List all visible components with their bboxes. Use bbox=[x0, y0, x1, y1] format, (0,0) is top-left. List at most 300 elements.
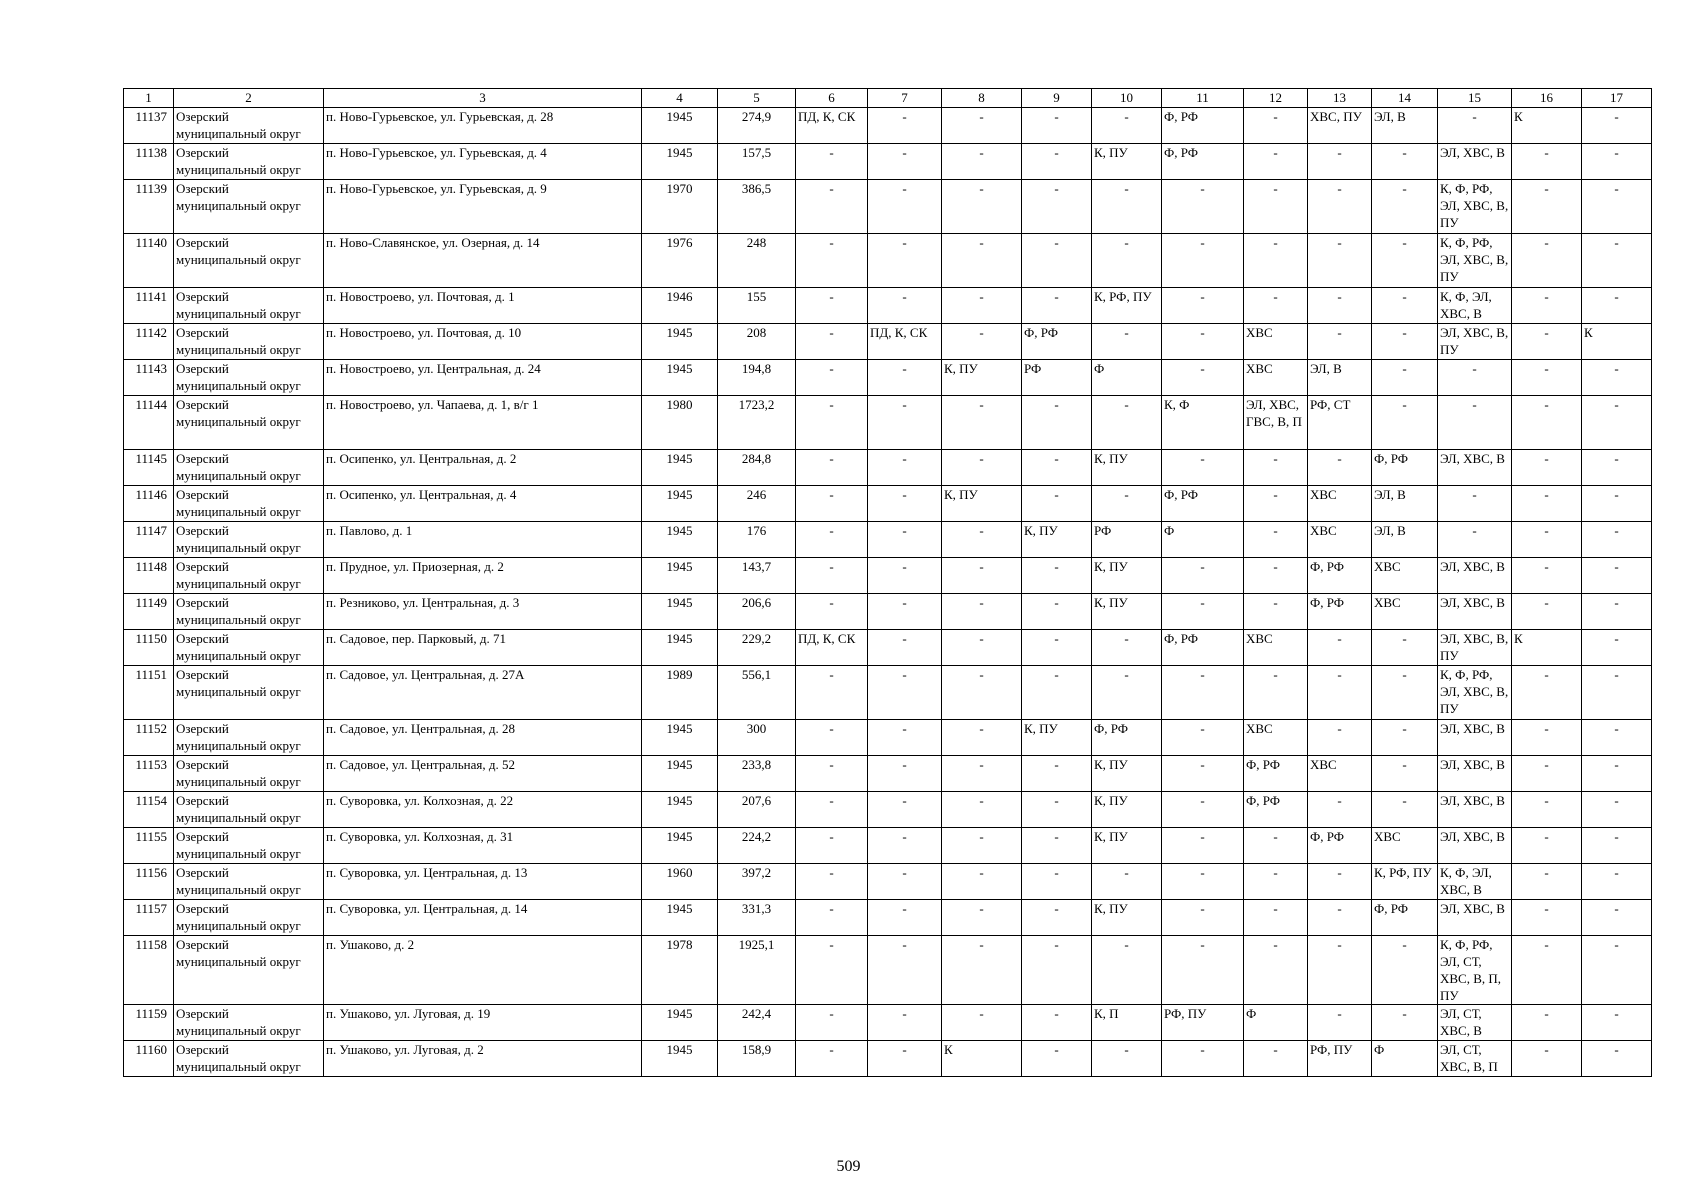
table-cell: - bbox=[796, 720, 868, 756]
table-cell: - bbox=[1022, 144, 1092, 180]
table-cell: ХВС bbox=[1244, 630, 1308, 666]
table-row bbox=[124, 792, 1652, 828]
table-cell: - bbox=[1372, 144, 1438, 180]
table-cell: - bbox=[868, 720, 942, 756]
row-id-cell: 11139 bbox=[124, 180, 174, 234]
table-cell: К, Ф bbox=[1162, 396, 1244, 450]
table-cell: - bbox=[1372, 666, 1438, 720]
table-cell: - bbox=[1244, 234, 1308, 288]
table-cell: К, ПУ bbox=[1022, 522, 1092, 558]
table-cell: - bbox=[1372, 234, 1438, 288]
table-cell: - bbox=[1244, 936, 1308, 1005]
table-cell: - bbox=[1512, 864, 1582, 900]
table-cell: К bbox=[1582, 324, 1652, 360]
table-cell: 1980 bbox=[642, 396, 718, 450]
district-cell: Озерский муниципальный округ bbox=[174, 486, 324, 522]
table-cell: - bbox=[942, 288, 1022, 324]
table-row bbox=[124, 1005, 1652, 1041]
table-cell: 1945 bbox=[642, 756, 718, 792]
column-number-8: 8 bbox=[942, 89, 1022, 108]
row-id-cell: 11160 bbox=[124, 1041, 174, 1077]
table-cell: - bbox=[942, 450, 1022, 486]
table-cell: - bbox=[1438, 522, 1512, 558]
table-cell: - bbox=[1582, 900, 1652, 936]
table-cell: - bbox=[1512, 594, 1582, 630]
address-cell: п. Ушаково, ул. Луговая, д. 19 bbox=[324, 1005, 642, 1041]
table-cell: 233,8 bbox=[718, 756, 796, 792]
address-cell: п. Ново-Гурьевское, ул. Гурьевская, д. 28 bbox=[324, 108, 642, 144]
table-cell: - bbox=[942, 666, 1022, 720]
address-cell: п. Прудное, ул. Приозерная, д. 2 bbox=[324, 558, 642, 594]
column-number-15: 15 bbox=[1438, 89, 1512, 108]
table-cell: - bbox=[1372, 360, 1438, 396]
table-cell: К, ПУ bbox=[1092, 594, 1162, 630]
district-cell: Озерский муниципальный округ bbox=[174, 666, 324, 720]
table-cell: - bbox=[868, 144, 942, 180]
table-cell: 1945 bbox=[642, 1005, 718, 1041]
table-cell: - bbox=[942, 1005, 1022, 1041]
table-cell: 248 bbox=[718, 234, 796, 288]
table-cell: - bbox=[1582, 486, 1652, 522]
table-cell: - bbox=[1092, 396, 1162, 450]
table-row bbox=[124, 720, 1652, 756]
table-cell: - bbox=[1512, 450, 1582, 486]
table-cell: К bbox=[1512, 630, 1582, 666]
district-cell: Озерский муниципальный округ bbox=[174, 144, 324, 180]
table-cell: - bbox=[796, 594, 868, 630]
table-cell: - bbox=[1022, 936, 1092, 1005]
column-number-10: 10 bbox=[1092, 89, 1162, 108]
table-cell: - bbox=[1244, 144, 1308, 180]
table-cell: - bbox=[1022, 234, 1092, 288]
row-id-cell: 11142 bbox=[124, 324, 174, 360]
table-cell: ХВС bbox=[1244, 360, 1308, 396]
table-cell: К, ПУ bbox=[1022, 720, 1092, 756]
address-cell: п. Садовое, пер. Парковый, д. 71 bbox=[324, 630, 642, 666]
table-cell: - bbox=[1162, 1041, 1244, 1077]
table-cell: - bbox=[1308, 720, 1372, 756]
table-cell: РФ, ПУ bbox=[1308, 1041, 1372, 1077]
table-cell: - bbox=[1308, 234, 1372, 288]
address-cell: п. Новостроево, ул. Почтовая, д. 10 bbox=[324, 324, 642, 360]
table-cell: ЭЛ, ХВС, В bbox=[1438, 450, 1512, 486]
column-number-4: 4 bbox=[642, 89, 718, 108]
table-cell: 158,9 bbox=[718, 1041, 796, 1077]
table-cell: 229,2 bbox=[718, 630, 796, 666]
table-cell: - bbox=[1092, 486, 1162, 522]
table-cell: ХВС bbox=[1244, 720, 1308, 756]
table-cell: - bbox=[1438, 108, 1512, 144]
row-id-cell: 11143 bbox=[124, 360, 174, 396]
table-row bbox=[124, 828, 1652, 864]
table-cell: - bbox=[1582, 720, 1652, 756]
table-cell: - bbox=[796, 1041, 868, 1077]
table-cell: - bbox=[796, 522, 868, 558]
table-cell: К, ПУ bbox=[1092, 792, 1162, 828]
district-cell: Озерский муниципальный округ bbox=[174, 756, 324, 792]
table-cell: 300 bbox=[718, 720, 796, 756]
table-cell: - bbox=[1162, 900, 1244, 936]
table-cell: 224,2 bbox=[718, 828, 796, 864]
table-cell: К bbox=[1512, 108, 1582, 144]
table-cell: - bbox=[1512, 900, 1582, 936]
table-row bbox=[124, 108, 1652, 144]
table-cell: - bbox=[1162, 180, 1244, 234]
table-cell: К, Ф, ЭЛ, ХВС, В bbox=[1438, 864, 1512, 900]
table-cell: - bbox=[1582, 558, 1652, 594]
district-cell: Озерский муниципальный округ bbox=[174, 936, 324, 1005]
table-cell: - bbox=[1512, 1005, 1582, 1041]
table-cell: Ф, РФ bbox=[1162, 144, 1244, 180]
table-cell: 1945 bbox=[642, 144, 718, 180]
row-id-cell: 11153 bbox=[124, 756, 174, 792]
table-cell: К bbox=[942, 1041, 1022, 1077]
table-cell: - bbox=[942, 108, 1022, 144]
table-cell: - bbox=[1512, 792, 1582, 828]
table-cell: - bbox=[868, 396, 942, 450]
table-cell: - bbox=[868, 666, 942, 720]
table-cell: 1989 bbox=[642, 666, 718, 720]
table-cell: - bbox=[1022, 180, 1092, 234]
table-cell: - bbox=[942, 828, 1022, 864]
table-cell: - bbox=[1582, 1005, 1652, 1041]
table-cell: - bbox=[1162, 450, 1244, 486]
table-cell: 1723,2 bbox=[718, 396, 796, 450]
table-row bbox=[124, 666, 1652, 720]
address-cell: п. Новостроево, ул. Чапаева, д. 1, в/г 1 bbox=[324, 396, 642, 450]
table-cell: - bbox=[868, 108, 942, 144]
table-cell: - bbox=[1162, 720, 1244, 756]
table-cell: - bbox=[1582, 828, 1652, 864]
table-row bbox=[124, 522, 1652, 558]
table-cell: 1945 bbox=[642, 450, 718, 486]
table-cell: - bbox=[1092, 1041, 1162, 1077]
table-cell: - bbox=[942, 756, 1022, 792]
table-cell: К, ПУ bbox=[1092, 756, 1162, 792]
table-cell: Ф, РФ bbox=[1244, 756, 1308, 792]
table-cell: - bbox=[1022, 108, 1092, 144]
table-cell: - bbox=[868, 288, 942, 324]
table-cell: К, ПУ bbox=[1092, 900, 1162, 936]
table-cell: 1978 bbox=[642, 936, 718, 1005]
table-cell: - bbox=[1308, 324, 1372, 360]
table-cell: Ф, РФ bbox=[1162, 108, 1244, 144]
housing-table bbox=[123, 88, 1652, 1077]
district-cell: Озерский муниципальный округ bbox=[174, 792, 324, 828]
table-body bbox=[124, 89, 1652, 1077]
column-number-17: 17 bbox=[1582, 89, 1652, 108]
table-cell: ХВС bbox=[1372, 594, 1438, 630]
table-cell: ХВС, ПУ bbox=[1308, 108, 1372, 144]
row-id-cell: 11156 bbox=[124, 864, 174, 900]
table-cell: - bbox=[1022, 1005, 1092, 1041]
table-cell: - bbox=[942, 396, 1022, 450]
table-cell: - bbox=[1092, 936, 1162, 1005]
table-cell: - bbox=[1582, 522, 1652, 558]
table-cell: - bbox=[796, 360, 868, 396]
table-cell: - bbox=[1022, 828, 1092, 864]
table-cell: 1945 bbox=[642, 828, 718, 864]
column-number-9: 9 bbox=[1022, 89, 1092, 108]
table-cell: - bbox=[796, 666, 868, 720]
district-cell: Озерский муниципальный округ bbox=[174, 360, 324, 396]
table-cell: - bbox=[1372, 288, 1438, 324]
table-row bbox=[124, 1041, 1652, 1077]
row-id-cell: 11157 bbox=[124, 900, 174, 936]
table-cell: Ф bbox=[1162, 522, 1244, 558]
row-id-cell: 11148 bbox=[124, 558, 174, 594]
table-row bbox=[124, 450, 1652, 486]
table-cell: - bbox=[1582, 1041, 1652, 1077]
district-cell: Озерский муниципальный округ bbox=[174, 288, 324, 324]
table-cell: 397,2 bbox=[718, 864, 796, 900]
table-cell: - bbox=[1162, 828, 1244, 864]
table-cell: - bbox=[1244, 594, 1308, 630]
table-cell: К, ПУ bbox=[942, 360, 1022, 396]
table-cell: - bbox=[1582, 360, 1652, 396]
address-cell: п. Суворовка, ул. Центральная, д. 13 bbox=[324, 864, 642, 900]
table-cell: - bbox=[1582, 756, 1652, 792]
table-cell: - bbox=[796, 792, 868, 828]
table-cell: - bbox=[942, 900, 1022, 936]
table-cell: ЭЛ, ХВС, В bbox=[1438, 594, 1512, 630]
table-cell: Ф, РФ bbox=[1372, 900, 1438, 936]
address-cell: п. Резниково, ул. Центральная, д. 3 bbox=[324, 594, 642, 630]
row-id-cell: 11149 bbox=[124, 594, 174, 630]
table-cell: - bbox=[796, 486, 868, 522]
table-cell: - bbox=[868, 558, 942, 594]
table-cell: ПД, К, СК bbox=[796, 108, 868, 144]
table-cell: - bbox=[1582, 180, 1652, 234]
row-id-cell: 11145 bbox=[124, 450, 174, 486]
table-cell: ХВС bbox=[1244, 324, 1308, 360]
address-cell: п. Ново-Гурьевское, ул. Гурьевская, д. 4 bbox=[324, 144, 642, 180]
table-cell: - bbox=[1582, 630, 1652, 666]
table-row bbox=[124, 900, 1652, 936]
address-cell: п. Ново-Славянское, ул. Озерная, д. 14 bbox=[324, 234, 642, 288]
district-cell: Озерский муниципальный округ bbox=[174, 180, 324, 234]
table-cell: - bbox=[1092, 630, 1162, 666]
table-cell: - bbox=[868, 180, 942, 234]
table-cell: - bbox=[1244, 1041, 1308, 1077]
table-cell: - bbox=[1512, 324, 1582, 360]
address-cell: п. Суворовка, ул. Колхозная, д. 31 bbox=[324, 828, 642, 864]
column-number-6: 6 bbox=[796, 89, 868, 108]
row-id-cell: 11152 bbox=[124, 720, 174, 756]
district-cell: Озерский муниципальный округ bbox=[174, 558, 324, 594]
row-id-cell: 11137 bbox=[124, 108, 174, 144]
district-cell: Озерский муниципальный округ bbox=[174, 864, 324, 900]
table-cell: - bbox=[1308, 180, 1372, 234]
table-cell: Ф, РФ bbox=[1092, 720, 1162, 756]
table-cell: - bbox=[796, 180, 868, 234]
row-id-cell: 11159 bbox=[124, 1005, 174, 1041]
table-cell: - bbox=[1308, 630, 1372, 666]
table-cell: - bbox=[1372, 396, 1438, 450]
table-cell: 207,6 bbox=[718, 792, 796, 828]
table-cell: - bbox=[1244, 108, 1308, 144]
table-cell: 208 bbox=[718, 324, 796, 360]
table-cell: К, Ф, РФ, ЭЛ, ХВС, В, ПУ bbox=[1438, 234, 1512, 288]
table-cell: - bbox=[942, 234, 1022, 288]
table-cell: К, Ф, ЭЛ, ХВС, В bbox=[1438, 288, 1512, 324]
table-cell: - bbox=[1022, 864, 1092, 900]
table-cell: К, ПУ bbox=[1092, 828, 1162, 864]
table-cell: - bbox=[1244, 450, 1308, 486]
table-cell: - bbox=[1512, 234, 1582, 288]
table-cell: - bbox=[868, 630, 942, 666]
district-cell: Озерский муниципальный округ bbox=[174, 522, 324, 558]
table-cell: ЭЛ, ХВС, В bbox=[1438, 900, 1512, 936]
table-cell: 1945 bbox=[642, 324, 718, 360]
table-cell: - bbox=[942, 522, 1022, 558]
table-cell: - bbox=[868, 864, 942, 900]
district-cell: Озерский муниципальный округ bbox=[174, 396, 324, 450]
table-cell: - bbox=[1022, 666, 1092, 720]
table-cell: ЭЛ, В bbox=[1372, 486, 1438, 522]
table-cell: ХВС bbox=[1308, 756, 1372, 792]
table-cell: - bbox=[1582, 594, 1652, 630]
table-cell: - bbox=[868, 828, 942, 864]
table-cell: - bbox=[1372, 936, 1438, 1005]
row-id-cell: 11147 bbox=[124, 522, 174, 558]
table-cell: - bbox=[1308, 666, 1372, 720]
table-cell: - bbox=[1162, 792, 1244, 828]
table-cell: - bbox=[1092, 324, 1162, 360]
table-cell: - bbox=[1022, 900, 1092, 936]
table-cell: - bbox=[796, 936, 868, 1005]
table-cell: ЭЛ, ХВС, В bbox=[1438, 828, 1512, 864]
table-cell: 1945 bbox=[642, 720, 718, 756]
address-cell: п. Осипенко, ул. Центральная, д. 2 bbox=[324, 450, 642, 486]
district-cell: Озерский муниципальный округ bbox=[174, 450, 324, 486]
table-row bbox=[124, 360, 1652, 396]
address-cell: п. Суворовка, ул. Центральная, д. 14 bbox=[324, 900, 642, 936]
table-cell: ХВС bbox=[1372, 558, 1438, 594]
table-cell: 176 bbox=[718, 522, 796, 558]
district-cell: Озерский муниципальный округ bbox=[174, 900, 324, 936]
table-cell: - bbox=[1308, 900, 1372, 936]
table-cell: - bbox=[1092, 864, 1162, 900]
column-number-11: 11 bbox=[1162, 89, 1244, 108]
table-cell: - bbox=[1512, 936, 1582, 1005]
table-cell: 1960 bbox=[642, 864, 718, 900]
table-cell: - bbox=[1582, 234, 1652, 288]
table-row bbox=[124, 234, 1652, 288]
table-cell: - bbox=[1022, 630, 1092, 666]
table-cell: - bbox=[796, 288, 868, 324]
row-id-cell: 11151 bbox=[124, 666, 174, 720]
table-cell: - bbox=[1244, 486, 1308, 522]
table-cell: К, ПУ bbox=[1092, 144, 1162, 180]
table-cell: 1946 bbox=[642, 288, 718, 324]
table-cell: - bbox=[1244, 288, 1308, 324]
address-cell: п. Ново-Гурьевское, ул. Гурьевская, д. 9 bbox=[324, 180, 642, 234]
district-cell: Озерский муниципальный округ bbox=[174, 1041, 324, 1077]
address-cell: п. Новостроево, ул. Почтовая, д. 1 bbox=[324, 288, 642, 324]
table-row bbox=[124, 594, 1652, 630]
table-cell: - bbox=[796, 396, 868, 450]
table-cell: Ф, РФ bbox=[1022, 324, 1092, 360]
table-cell: - bbox=[1372, 630, 1438, 666]
table-row bbox=[124, 180, 1652, 234]
table-cell: - bbox=[942, 720, 1022, 756]
table-cell: - bbox=[1512, 288, 1582, 324]
table-cell: Ф bbox=[1092, 360, 1162, 396]
table-cell: - bbox=[868, 486, 942, 522]
table-cell: - bbox=[796, 234, 868, 288]
table-cell: - bbox=[1162, 666, 1244, 720]
table-cell: - bbox=[796, 756, 868, 792]
table-row bbox=[124, 756, 1652, 792]
table-row bbox=[124, 396, 1652, 450]
table-row bbox=[124, 288, 1652, 324]
table-cell: - bbox=[1244, 864, 1308, 900]
table-cell: ЭЛ, ХВС, В bbox=[1438, 792, 1512, 828]
district-cell: Озерский муниципальный округ bbox=[174, 108, 324, 144]
address-cell: п. Садовое, ул. Центральная, д. 28 bbox=[324, 720, 642, 756]
table-cell: Ф, РФ bbox=[1162, 630, 1244, 666]
table-cell: - bbox=[1582, 288, 1652, 324]
table-cell: 242,4 bbox=[718, 1005, 796, 1041]
table-cell: ЭЛ, ХВС, В bbox=[1438, 558, 1512, 594]
table-cell: - bbox=[942, 630, 1022, 666]
table-cell: К, ПУ bbox=[1092, 558, 1162, 594]
table-cell: - bbox=[942, 558, 1022, 594]
table-cell: РФ bbox=[1022, 360, 1092, 396]
table-cell: - bbox=[796, 1005, 868, 1041]
table-cell: - bbox=[1582, 108, 1652, 144]
table-cell: - bbox=[1308, 864, 1372, 900]
table-cell: - bbox=[1582, 666, 1652, 720]
table-cell: - bbox=[942, 144, 1022, 180]
table-cell: - bbox=[1022, 756, 1092, 792]
table-cell: - bbox=[1162, 756, 1244, 792]
row-id-cell: 11146 bbox=[124, 486, 174, 522]
table-cell: - bbox=[796, 828, 868, 864]
table-cell: - bbox=[1022, 450, 1092, 486]
table-cell: - bbox=[796, 558, 868, 594]
table-cell: ПД, К, СК bbox=[868, 324, 942, 360]
table-cell: К, Ф, РФ, ЭЛ, СТ, ХВС, В, П, ПУ bbox=[1438, 936, 1512, 1005]
table-cell: - bbox=[1162, 594, 1244, 630]
address-cell: п. Ушаково, д. 2 bbox=[324, 936, 642, 1005]
row-id-cell: 11140 bbox=[124, 234, 174, 288]
table-cell: - bbox=[1372, 720, 1438, 756]
table-cell: 1976 bbox=[642, 234, 718, 288]
table-cell: - bbox=[1022, 288, 1092, 324]
row-id-cell: 11154 bbox=[124, 792, 174, 828]
table-cell: - bbox=[796, 144, 868, 180]
table-cell: ЭЛ, В bbox=[1372, 108, 1438, 144]
table-cell: Ф, РФ bbox=[1372, 450, 1438, 486]
table-cell: - bbox=[868, 792, 942, 828]
table-cell: - bbox=[1372, 324, 1438, 360]
table-cell: - bbox=[1582, 144, 1652, 180]
table-cell: ХВС bbox=[1308, 486, 1372, 522]
table-cell: - bbox=[1308, 450, 1372, 486]
table-cell: - bbox=[1022, 396, 1092, 450]
table-cell: - bbox=[868, 234, 942, 288]
column-number-1: 1 bbox=[124, 89, 174, 108]
table-cell: 1945 bbox=[642, 558, 718, 594]
table-cell: 1945 bbox=[642, 900, 718, 936]
table-row bbox=[124, 324, 1652, 360]
table-cell: - bbox=[1512, 486, 1582, 522]
table-cell: - bbox=[1162, 558, 1244, 594]
address-cell: п. Садовое, ул. Центральная, д. 52 bbox=[324, 756, 642, 792]
table-cell: ЭЛ, ХВС, В, ПУ bbox=[1438, 630, 1512, 666]
